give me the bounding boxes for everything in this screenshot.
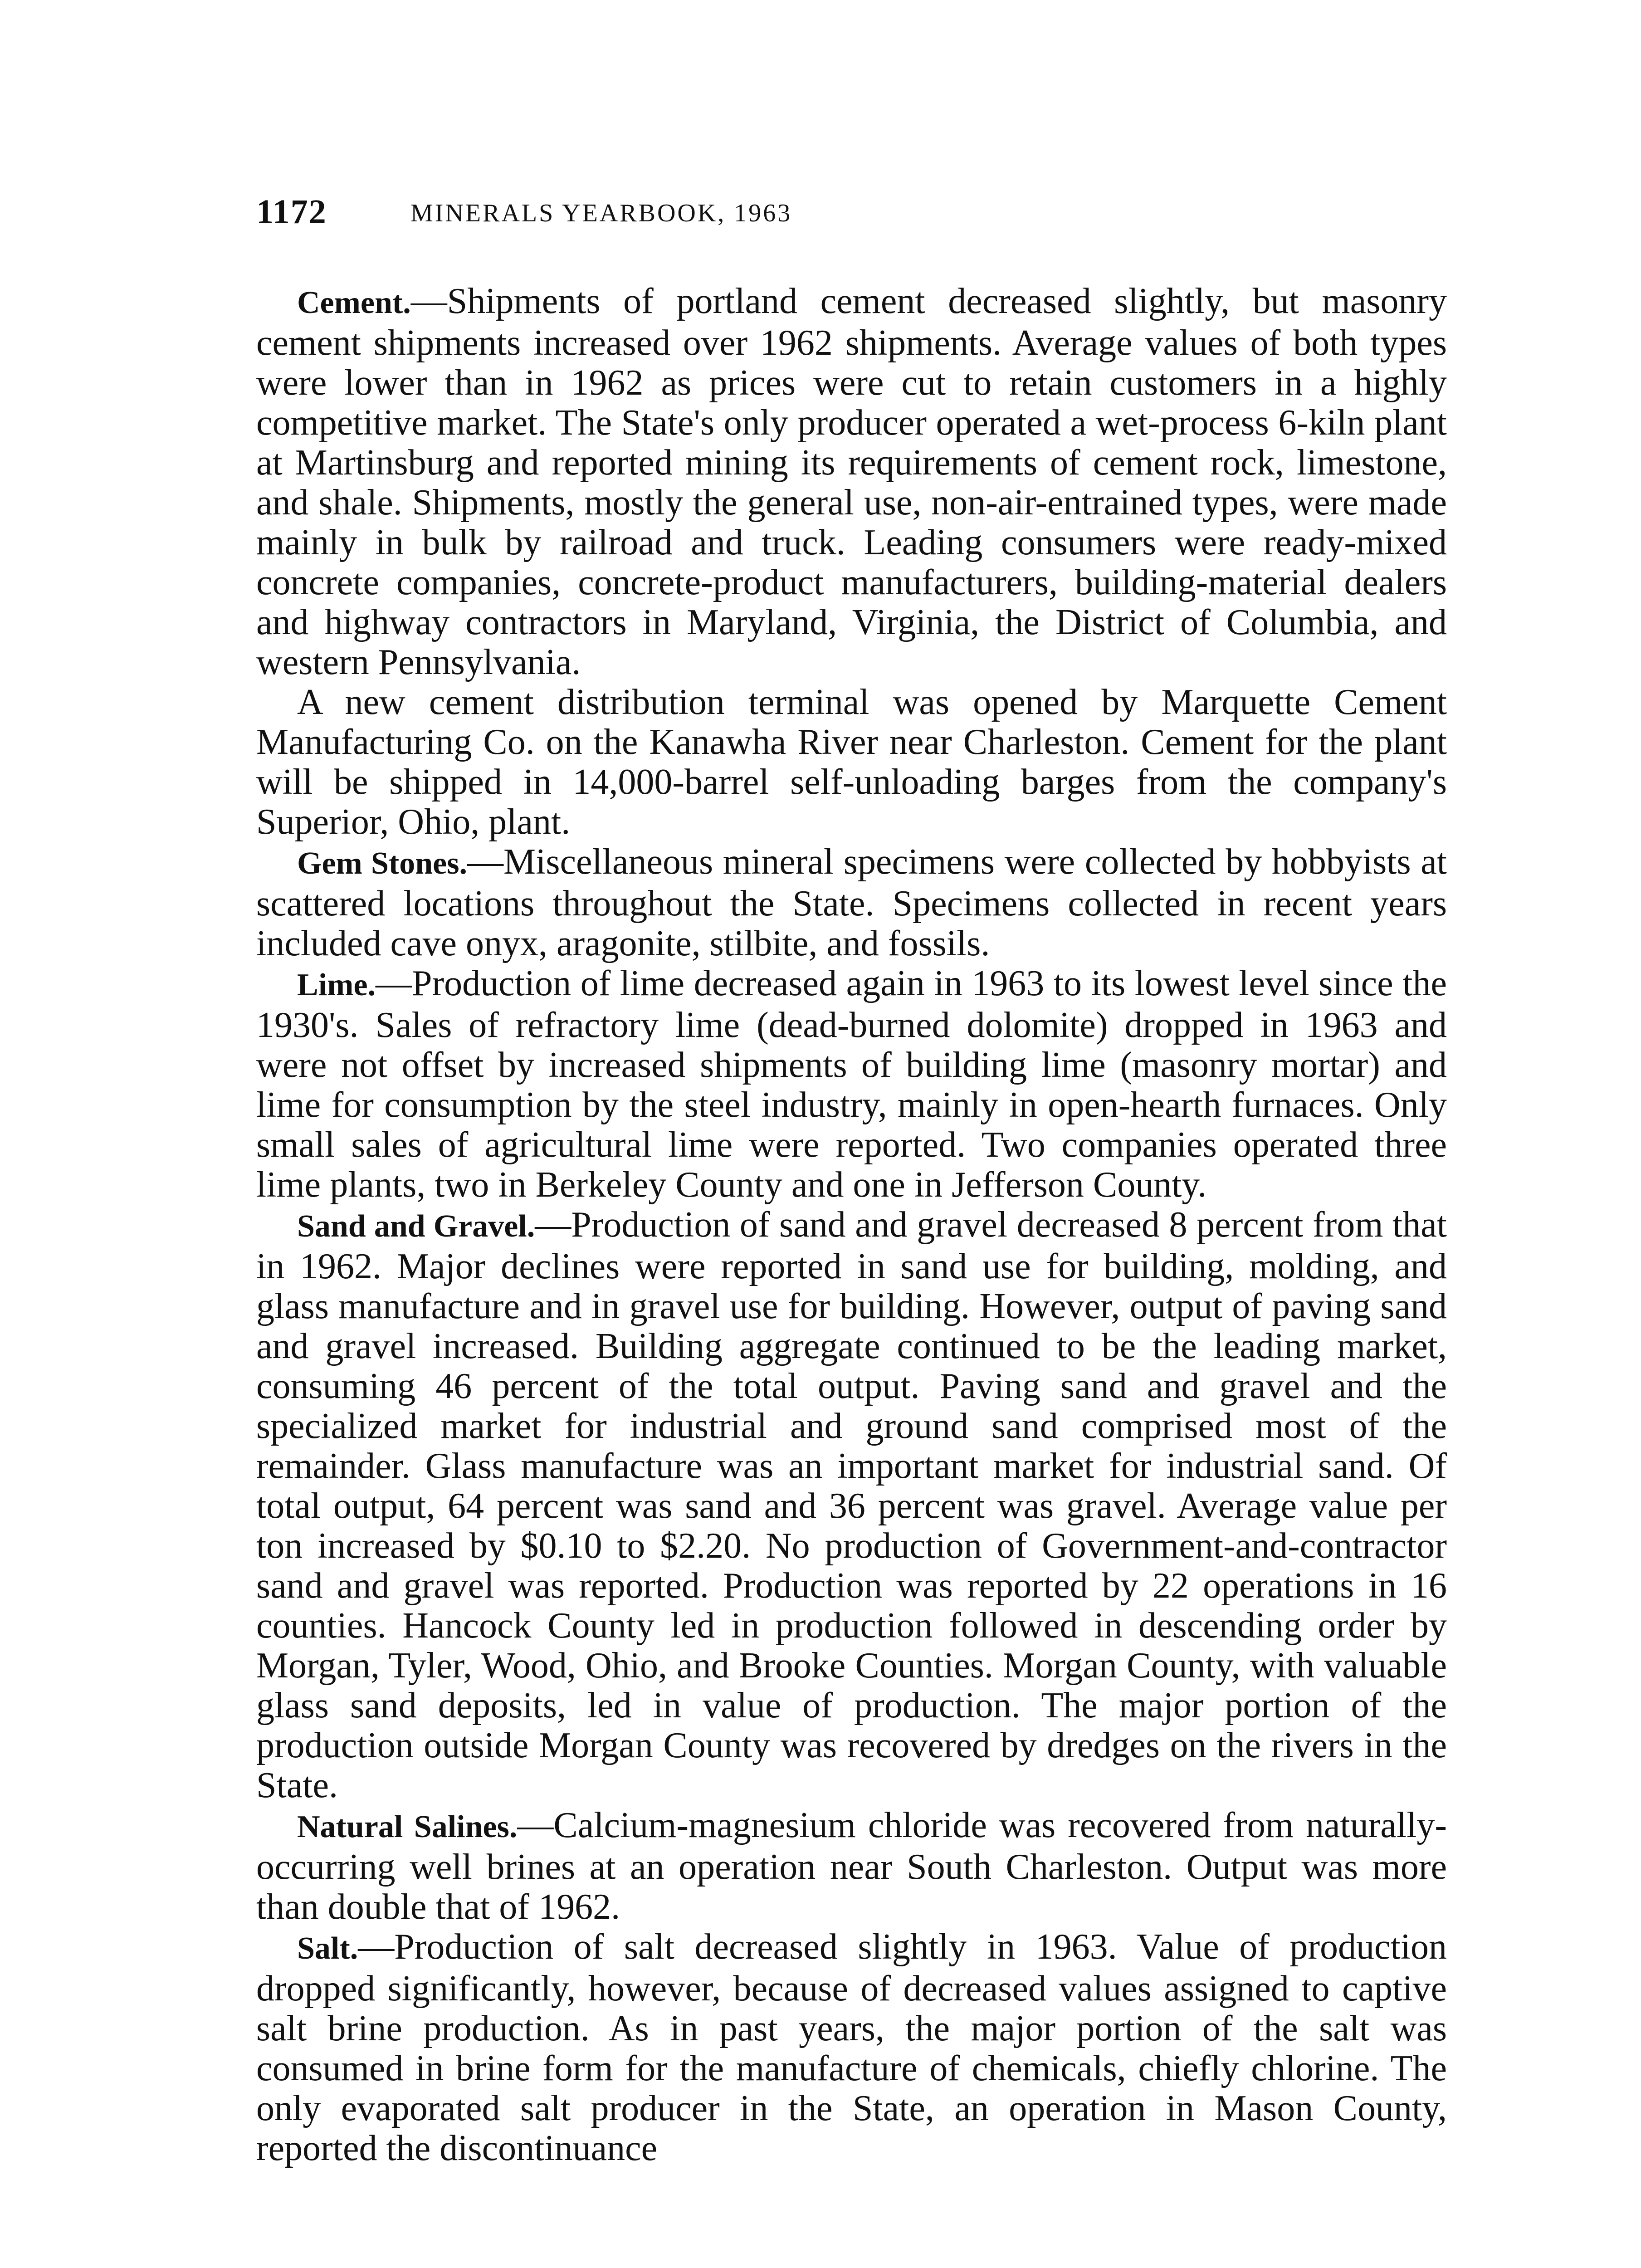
section-heading: Gem Stones. [297, 846, 467, 881]
paragraph-gem-stones [256, 842, 1447, 963]
section-heading: Cement. [297, 285, 411, 320]
paragraph-salt [256, 1927, 1447, 2168]
body-text [256, 281, 1447, 2168]
section-heading: Salt. [297, 1931, 358, 1966]
paragraph-text: —Production of salt decreased slightly in 1963. Value of production dropped significantly, however, because of decreased values assigned to captive salt brine production. As in past years, the major portion of the salt was consumed in brine form for the manufacture of chemicals, chiefly chlorine. The only evaporated salt producer in the State, an operation in Mason County, reported the discontinuance [256, 1927, 1447, 2168]
paragraph-text: —Shipments of portland cement decreased slightly, but masonry cement shipments increased over 1962 shipments. Average values of both types were lower than in 1962 as prices were cut to retain customers in a highly competitive market. The State's only producer operated a wet-process 6-kiln plant at Martinsburg and reported mining its requirements of cement rock, limestone, and shale. Shipments, mostly the general use, non-air-entrained types, were made mainly in bulk by railroad and truck. Leading consumers were ready-mixed concrete companies, concrete-product manufacturers, building-material dealers and highway contractors in Maryland, Virginia, the District of Columbia, and western Pennsylvania. [256, 281, 1447, 682]
paragraph-text: —Production of sand and gravel decreased 8 percent from that in 1962. Major declines were reported in sand use for building, molding, and glass manufacture and in gravel use for building. However, output of paving sand and gravel increased. Building aggregate continued to be the leading market, consuming 46 percent of the total output. Paving sand and gravel and the specialized market for industrial and ground sand comprised most of the remainder. Glass manufacture was an important market for industrial sand. Of total output, 64 percent was sand and 36 percent was gravel. Average value per ton increased by $0.10 to $2.20. No production of Government-and-contractor sand and gravel was reported. Production was reported by 22 operations in 16 counties. Hancock County led in production followed in descending order by Morgan, Tyler, Wood, Ohio, and Brooke Counties. Morgan County, with valuable glass sand deposits, led in value of production. The major portion of the production outside Morgan County was recovered by dredges on the rivers in the State. [256, 1205, 1447, 1805]
page-number: 1172 [256, 193, 327, 231]
paragraph-text: A new cement distribution terminal was opened by Marquette Cement Manufacturing Co. on the Kanawha River near Charleston. Cement for the plant will be shipped in 14,000-barrel self-unloading barges from the company's Superior, Ohio, plant. [256, 682, 1447, 842]
paragraph-cement [256, 281, 1447, 682]
paragraph-natural-salines [256, 1805, 1447, 1927]
running-title: MINERALS YEARBOOK, 1963 [410, 199, 792, 227]
page-header [256, 192, 1447, 238]
paragraph-sand-and-gravel [256, 1205, 1447, 1805]
section-heading: Natural Salines. [297, 1809, 518, 1844]
section-heading: Lime. [297, 968, 376, 1002]
paragraph-lime [256, 963, 1447, 1205]
paragraph-text: —Miscellaneous mineral specimens were collected by hobbyists at scattered locations throughout the State. Specimens collected in recent years included cave onyx, aragonite, stilbite, and fossils. [256, 842, 1447, 963]
paragraph-text: —Calcium-magnesium chloride was recovered from naturally-occurring well brines at an operation near South Charleston. Output was more than double that of 1962. [256, 1805, 1447, 1927]
paragraph-text: —Production of lime decreased again in 1963 to its lowest level since the 1930's. Sales of refractory lime (dead-burned dolomite) dropped in 1963 and were not offset by increased shipments of building lime (masonry mortar) and lime for consumption by the steel industry, mainly in open-hearth furnaces. Only small sales of agricultural lime were reported. Two companies operated three lime plants, two in Berkeley County and one in Jefferson County. [256, 963, 1447, 1205]
paragraph-cement-terminal [256, 682, 1447, 842]
section-heading: Sand and Gravel. [297, 1209, 535, 1244]
